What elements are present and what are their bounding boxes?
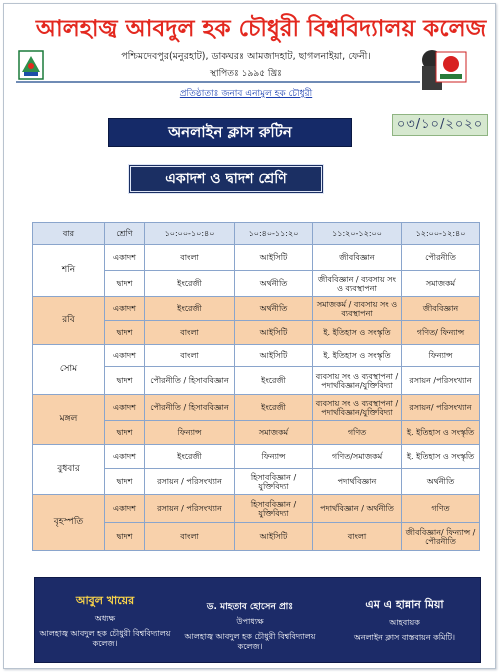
class-cell: দ্বাদশ xyxy=(105,421,145,445)
day-cell: বুধবার xyxy=(33,445,105,495)
convener-name: এম এ হান্নান মিয়া xyxy=(365,598,444,611)
subject-cell: ইংরেজী xyxy=(145,297,235,321)
subject-cell: পৌরনীতি xyxy=(402,245,480,271)
class-title: একাদশ ও দ্বাদশ শ্রেণি xyxy=(128,164,324,194)
table-header-row xyxy=(33,223,480,245)
subject-cell: সমাজকর্ম xyxy=(402,271,480,297)
subject-cell: হিসাববিজ্ঞান / যুক্তিবিদ্যা xyxy=(235,469,313,495)
header-class: শ্রেণি xyxy=(105,223,145,245)
subject-cell: ইংরেজী xyxy=(145,445,235,469)
subject-cell: ই. ইতিহাস ও সংস্কৃতি xyxy=(402,445,480,469)
subject-cell: রসায়ন / পরিসংখ্যান xyxy=(145,469,235,495)
subject-cell: গণিত/ ফিন্যান্স xyxy=(402,321,480,345)
vice-principal-role: উপাধ্যক্ষ xyxy=(236,617,264,626)
convener-org: অনলাইন ক্লাস বাস্তবায়ন কমিটি। xyxy=(353,633,456,642)
subject-cell: ফিন্যান্স xyxy=(402,345,480,367)
subject-cell: পৌরনীতি / হিসাববিজ্ঞান xyxy=(145,367,235,395)
subject-cell: সমাজকর্ম xyxy=(235,421,313,445)
class-cell: দ্বাদশ xyxy=(105,321,145,345)
subject-cell: রসায়ন/ পরিসংখ্যান xyxy=(402,395,480,421)
subject-cell: বাংলা xyxy=(145,321,235,345)
header-divider xyxy=(16,81,420,83)
header-period-2: ১০:৪০-১১:২০ xyxy=(235,223,313,245)
class-cell: একাদশ xyxy=(105,395,145,421)
class-cell: একাদশ xyxy=(105,245,145,271)
college-address: পশ্চিমদেবপুর(মনুরহাট), ডাকঘরঃ আমজাদহাট, ছাগলনাইয়া, ফেনী। xyxy=(121,51,371,62)
subject-cell: ইংরেজী xyxy=(235,395,313,421)
subject-cell: আইসিটি xyxy=(235,321,313,345)
portrait-image xyxy=(412,44,470,90)
subject-cell: বাংলা xyxy=(145,523,235,551)
table-row xyxy=(33,345,480,367)
class-cell: দ্বাদশ xyxy=(105,367,145,395)
principal-name: আবুল খায়ের xyxy=(75,594,135,607)
subject-cell: অর্থনীতি xyxy=(402,469,480,495)
subject-cell: পদার্থবিজ্ঞান xyxy=(313,469,402,495)
principal-org: আলহাজ্ব আবদুল হক চৌধুরী বিশ্ববিদ্যালয় কলেজ। xyxy=(39,629,171,648)
subject-cell: বাংলা xyxy=(145,245,235,271)
subject-cell: জীববিজ্ঞান xyxy=(313,245,402,271)
header-period-4: ১২:০০-১২:৪০ xyxy=(402,223,480,245)
subject-cell: ব্যবসায় সং ও ব্যবস্থাপনা / পদার্থবিজ্ঞান/যুক্তিবিদ্যা xyxy=(313,395,402,421)
established-year: স্থাপিতঃ ১৯৯৫ খ্রিঃ xyxy=(210,69,282,79)
vice-principal-org: আলহাজ্ব আবদুল হক চৌধুরী বিশ্ববিদ্যালয় কলেজ। xyxy=(184,632,316,651)
table-row xyxy=(33,495,480,523)
class-cell: একাদশ xyxy=(105,445,145,469)
subject-cell: জীববিজ্ঞান xyxy=(402,297,480,321)
routine-table xyxy=(32,222,480,551)
day-cell: সোম xyxy=(33,345,105,395)
subject-cell: অর্থনীতি xyxy=(235,271,313,297)
table-row xyxy=(33,445,480,469)
subject-cell: বাংলা xyxy=(313,523,402,551)
subject-cell: সমাজকর্ম / ব্যবসায় সং ও ব্যবস্থাপনা xyxy=(313,297,402,321)
class-cell: একাদশ xyxy=(105,297,145,321)
subject-cell: অর্থনীতি xyxy=(235,297,313,321)
signature-vice-principal xyxy=(175,578,325,652)
signature-principal xyxy=(35,578,175,649)
subject-cell: গণিত xyxy=(402,495,480,523)
subject-cell: ফিন্যান্স xyxy=(145,421,235,445)
signature-convener xyxy=(327,578,482,643)
subject-cell: ব্যবসায় সং ও ব্যবস্থাপনা / পদার্থবিজ্ঞান/যুক্তিবিদ্যা xyxy=(313,367,402,395)
class-cell: একাদশ xyxy=(105,495,145,523)
convener-role: আহবায়ক xyxy=(389,618,420,627)
subject-cell: রসায়ন /পরিসংখ্যান xyxy=(402,367,480,395)
header-period-1: ১০:০০-১০:৪০ xyxy=(145,223,235,245)
class-cell: দ্বাদশ xyxy=(105,469,145,495)
class-cell: একাদশ xyxy=(105,345,145,367)
vice-principal-name: ড. মাহতাব হোসেন প্রাঃ xyxy=(206,602,294,612)
table-row xyxy=(33,395,480,421)
page-frame xyxy=(3,3,496,669)
subject-cell: গণিত xyxy=(313,421,402,445)
subject-cell: পৌরনীতি / হিসাববিজ্ঞান xyxy=(145,395,235,421)
day-cell: রবি xyxy=(33,297,105,345)
routine-title: অনলাইন ক্লাস রুটিন xyxy=(108,118,352,147)
subject-cell: ইংরেজী xyxy=(145,271,235,297)
college-logo-icon xyxy=(18,50,44,80)
header-day: বার xyxy=(33,223,105,245)
subject-cell: জীববিজ্ঞান/ ফিন্যান্স / পৌরনীতি xyxy=(402,523,480,551)
day-cell: বৃহস্পতি xyxy=(33,495,105,551)
founder-line: প্রতিষ্ঠাতাঃ জনাব এনামুল হক চৌধুরী xyxy=(179,89,313,99)
subject-cell: পদার্থবিজ্ঞান / অর্থনীতি xyxy=(313,495,402,523)
subject-cell: আইসিটি xyxy=(235,245,313,271)
subject-cell: আইসিটি xyxy=(235,523,313,551)
table-row xyxy=(33,297,480,321)
subject-cell: রসায়ন / পরিসংখ্যান xyxy=(145,495,235,523)
subject-cell: ই. ইতিহাস ও সংস্কৃতি xyxy=(313,345,402,367)
class-cell: দ্বাদশ xyxy=(105,523,145,551)
subject-cell: বাংলা xyxy=(145,345,235,367)
subject-cell: জীববিজ্ঞান / ব্যবসায় সং ও ব্যবস্থাপনা xyxy=(313,271,402,297)
subject-cell: গণিত/সমাজকর্ম xyxy=(313,445,402,469)
subject-cell: হিসাববিজ্ঞান / যুক্তিবিদ্যা xyxy=(235,495,313,523)
signature-footer xyxy=(34,577,481,663)
day-cell: শনি xyxy=(33,245,105,297)
day-cell: মঙ্গল xyxy=(33,395,105,445)
class-cell: দ্বাদশ xyxy=(105,271,145,297)
subject-cell: ই. ইতিহাস ও সংস্কৃতি xyxy=(313,321,402,345)
subject-cell: আইসিটি xyxy=(235,345,313,367)
subject-cell: ই. ইতিহাস ও সংস্কৃতি xyxy=(402,421,480,445)
subject-cell: ইংরেজী xyxy=(235,367,313,395)
college-title: আলহাজ্ব আবদুল হক চৌধুরী বিশ্ববিদ্যালয় কলেজ xyxy=(35,16,487,42)
subject-cell: ফিন্যান্স xyxy=(235,445,313,469)
header-period-3: ১১:২০-১২:০০ xyxy=(313,223,402,245)
principal-role: অধ্যক্ষ xyxy=(94,614,116,623)
table-row xyxy=(33,245,480,271)
routine-date: ০৩/১০/২০২০ xyxy=(392,114,488,136)
